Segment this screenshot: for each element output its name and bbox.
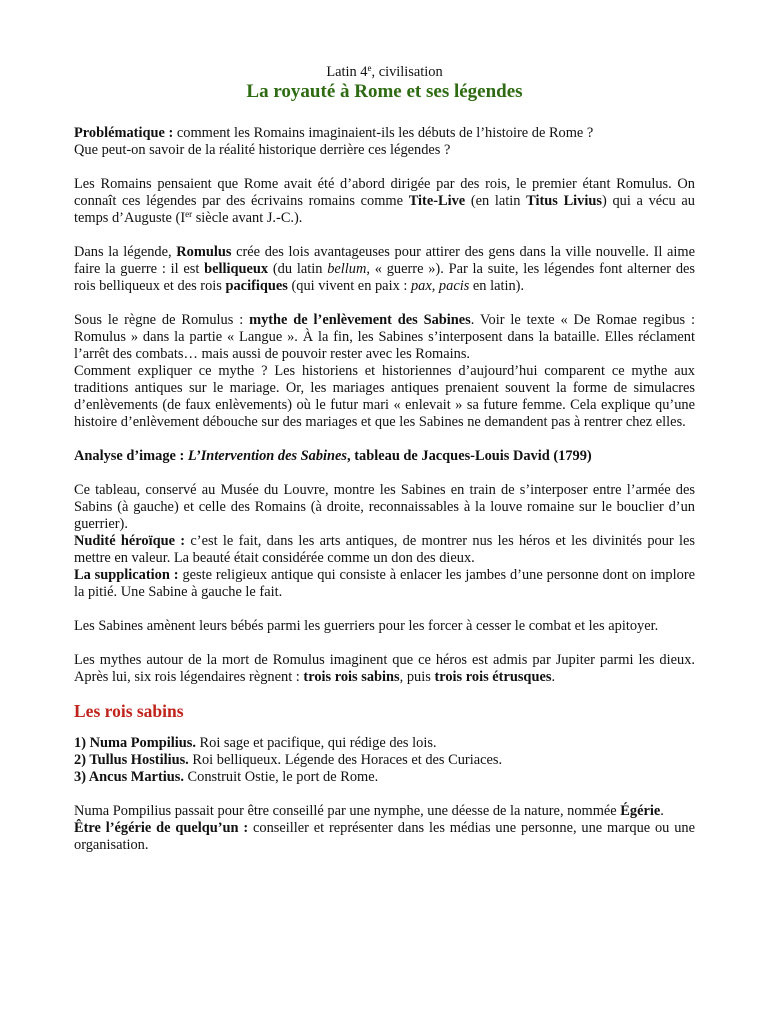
roi-item-2: 2) Tullus Hostilius. Roi belliqueux. Légende des Horaces et des Curiaces.: [74, 752, 503, 768]
course-subtitle: Latin 4e, civilisation: [326, 63, 443, 80]
mythe-explanation-paragraph: Comment expliquer ce mythe ? Les historiens et historiennes d’aujourd’hui comparent ce mythe aux traditions antiques sur le mariage. Or, les mariages antiques prenaient souvent la forme de simulacres d’enlèvements (de faux enlèvements) où le futur mari « enlevait » sa future femme. Cela explique qu’une histoire d’enlèvement débouche sur des mariages et que les Sabines ne demandent pas à rentrer chez elles.: [74, 363, 695, 430]
bebes-paragraph: Les Sabines amènent leurs bébés parmi les guerriers pour les forcer à cesser le combat et les apitoyer.: [74, 618, 659, 634]
problematique-paragraph: Problématique : comment les Romains imaginaient-ils les débuts de l’histoire de Rome ? Que peut-on savoir de la réalité historique derrière ces légendes ?: [74, 125, 594, 158]
section-heading-rois-sabins: Les rois sabins: [74, 701, 184, 721]
rois-paragraph: Les Romains pensaient que Rome avait été d’abord dirigée par des rois, le premier étant Romulus. On connaît ces légendes par des écrivains romains comme Tite-Live (en latin Titus Livius) qui a vécu au temps d’Auguste (Ier siècle avant J.-C.).: [74, 176, 695, 226]
supplication-paragraph: La supplication : geste religieux antique qui consiste à enlacer les jambes d’une personne dont on implore la pitié. Une Sabine à gauche le fait.: [74, 567, 695, 600]
nudite-paragraph: Nudité héroïque : c’est le fait, dans les arts antiques, de montrer nus les héros et les divinités pour les mettre en valeur. La beauté était considérée comme un don des dieux.: [74, 533, 696, 566]
sabines-paragraph: Sous le règne de Romulus : mythe de l’enlèvement des Sabines. Voir le texte « De Romae regibus : Romulus » dans la partie « Langue ». À la fin, les Sabines s’interposent dans la bataille. Elles réclament l’arrêt des combats… mais aussi de pouvoir rester avec les Romains.: [74, 312, 696, 362]
roi-item-1: 1) Numa Pompilius. Roi sage et pacifique, qui rédige des lois.: [74, 735, 437, 751]
romulus-paragraph: Dans la légende, Romulus crée des lois avantageuses pour attirer des gens dans la ville nouvelle. Il aime faire la guerre : il est belliqueux (du latin bellum, « guerre »). Par la suite, les légendes font alterner des rois belliqueux et des rois pacifiques (qui vivent en paix : pax, pacis en latin).: [74, 244, 695, 294]
egerie-definition-paragraph: Être l’égérie de quelqu’un : conseiller et représenter dans les médias une personne, une marque ou une organisation.: [74, 820, 695, 853]
document-page: [74, 64, 695, 854]
roi-item-3: 3) Ancus Martius. Construit Ostie, le port de Rome.: [74, 769, 379, 785]
page-title: La royauté à Rome et ses légendes: [246, 81, 523, 102]
egerie-paragraph: Numa Pompilius passait pour être conseillé par une nymphe, une déesse de la nature, nommée Égérie.: [74, 803, 664, 819]
analyse-heading: Analyse d’image : L’Intervention des Sabines, tableau de Jacques-Louis David (1799): [74, 448, 592, 464]
mort-romulus-paragraph: Les mythes autour de la mort de Romulus imaginent que ce héros est admis par Jupiter parmi les dieux. Après lui, six rois légendaires règnent : trois rois sabins, puis trois rois étrusques.: [74, 652, 695, 685]
tableau-paragraph: Ce tableau, conservé au Musée du Louvre, montre les Sabines en train de s’interposer entre l’armée des Sabins (à gauche) et celle des Romains (à droite, reconnaissables à la louve romaine sur le bouclier d’un guerrier).: [74, 482, 695, 532]
